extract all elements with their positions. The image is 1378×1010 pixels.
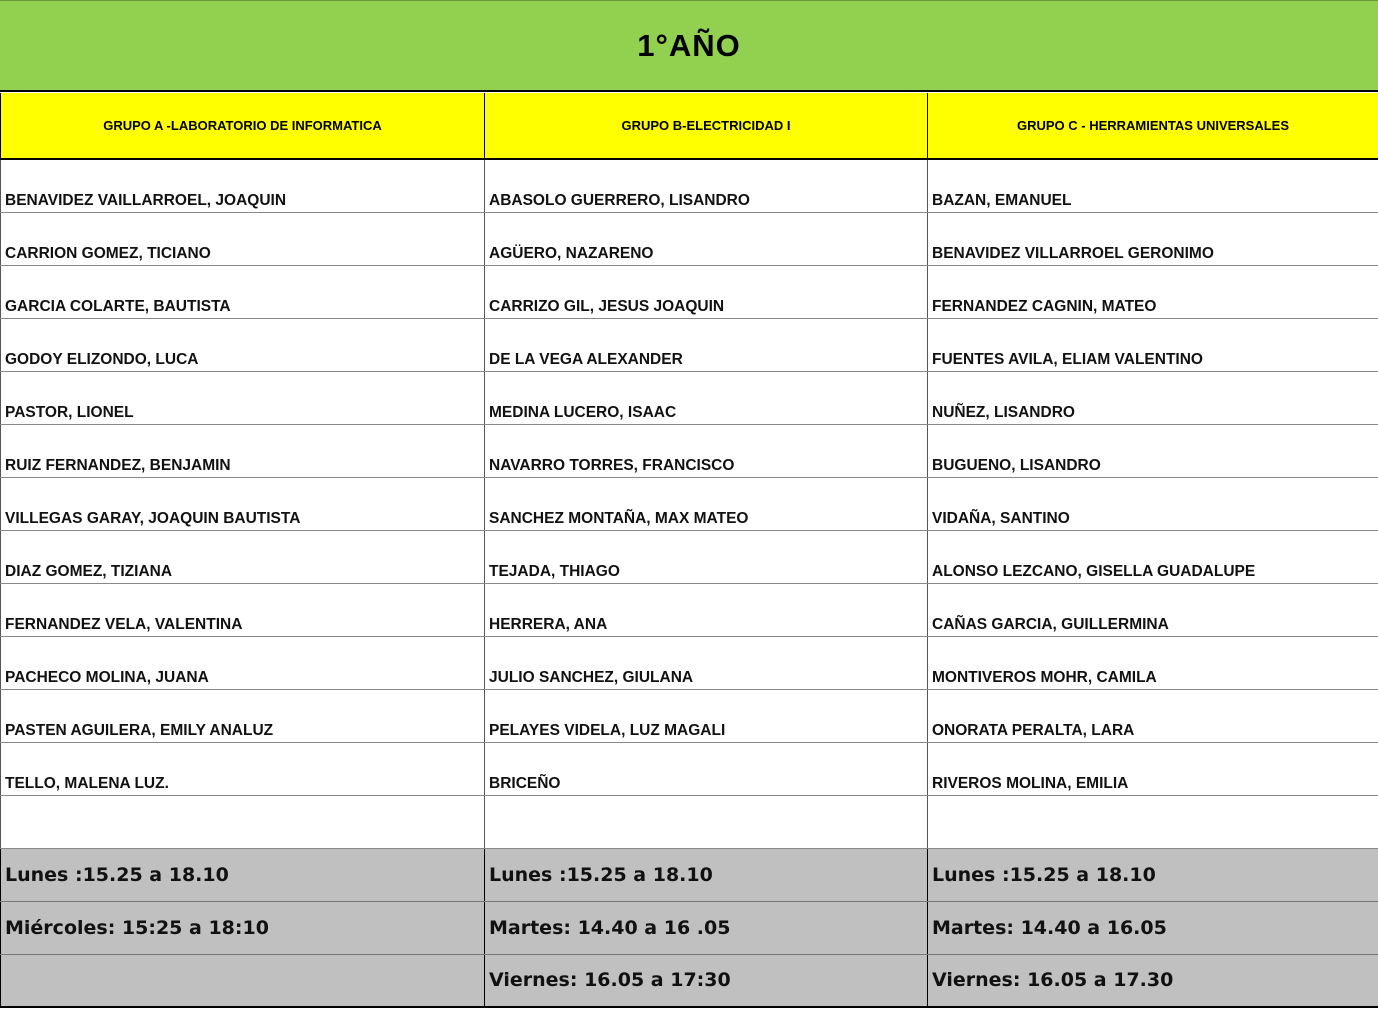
- student-cell[interactable]: GARCIA COLARTE, BAUTISTA: [1, 265, 485, 318]
- student-cell[interactable]: RIVEROS MOLINA, EMILIA: [928, 742, 1378, 795]
- table-row: [1, 371, 1378, 424]
- header-cell-group-b[interactable]: GRUPO B-ELECTRICIDAD I: [485, 93, 928, 159]
- student-cell[interactable]: PASTEN AGUILERA, EMILY ANALUZ: [1, 689, 485, 742]
- student-cell[interactable]: CARRIZO GIL, JESUS JOAQUIN: [485, 265, 928, 318]
- student-cell[interactable]: MEDINA LUCERO, ISAAC: [485, 371, 928, 424]
- student-cell[interactable]: DE LA VEGA ALEXANDER: [485, 318, 928, 371]
- table-row: [1, 212, 1378, 265]
- student-cell[interactable]: BUGUENO, LISANDRO: [928, 424, 1378, 477]
- student-cell[interactable]: TELLO, MALENA LUZ.: [1, 742, 485, 795]
- schedule-cell[interactable]: Lunes :15.25 a 18.10: [485, 848, 928, 901]
- student-cell[interactable]: ABASOLO GUERRERO, LISANDRO: [485, 159, 928, 212]
- student-cell[interactable]: VIDAÑA, SANTINO: [928, 477, 1378, 530]
- schedule-cell[interactable]: [1, 954, 485, 1007]
- student-cell[interactable]: BENAVIDEZ VILLARROEL GERONIMO: [928, 212, 1378, 265]
- student-cell[interactable]: PACHECO MOLINA, JUANA: [1, 636, 485, 689]
- empty-cell[interactable]: [485, 795, 928, 848]
- student-cell[interactable]: DIAZ GOMEZ, TIZIANA: [1, 530, 485, 583]
- table-row: [1, 530, 1378, 583]
- header-cell-group-a[interactable]: GRUPO A -LABORATORIO DE INFORMATICA: [1, 93, 485, 159]
- schedule-cell[interactable]: Viernes: 16.05 a 17.30: [928, 954, 1378, 1007]
- page-title: 1°AÑO: [637, 27, 741, 63]
- student-cell[interactable]: VILLEGAS GARAY, JOAQUIN BAUTISTA: [1, 477, 485, 530]
- table-row: [1, 583, 1378, 636]
- table-row: [1, 689, 1378, 742]
- groups-table: [0, 93, 1378, 1008]
- student-cell[interactable]: ONORATA PERALTA, LARA: [928, 689, 1378, 742]
- title-bar: [0, 0, 1378, 92]
- table-row: [1, 265, 1378, 318]
- table-row: [1, 318, 1378, 371]
- student-cell[interactable]: SANCHEZ MONTAÑA, MAX MATEO: [485, 477, 928, 530]
- schedule-row: [1, 901, 1378, 954]
- schedule-cell[interactable]: Martes: 14.40 a 16 .05: [485, 901, 928, 954]
- schedule-cell[interactable]: Lunes :15.25 a 18.10: [928, 848, 1378, 901]
- student-cell[interactable]: BRICEÑO: [485, 742, 928, 795]
- student-cell[interactable]: PASTOR, LIONEL: [1, 371, 485, 424]
- table-row: [1, 159, 1378, 212]
- header-row: [1, 93, 1378, 159]
- student-cell[interactable]: MONTIVEROS MOHR, CAMILA: [928, 636, 1378, 689]
- student-cell[interactable]: NUÑEZ, LISANDRO: [928, 371, 1378, 424]
- table-row: [1, 477, 1378, 530]
- student-cell[interactable]: AGÜERO, NAZARENO: [485, 212, 928, 265]
- student-cell[interactable]: FERNANDEZ CAGNIN, MATEO: [928, 265, 1378, 318]
- empty-cell[interactable]: [928, 795, 1378, 848]
- student-cell[interactable]: NAVARRO TORRES, FRANCISCO: [485, 424, 928, 477]
- schedule-cell[interactable]: Martes: 14.40 a 16.05: [928, 901, 1378, 954]
- student-cell[interactable]: GODOY ELIZONDO, LUCA: [1, 318, 485, 371]
- schedule-row: [1, 954, 1378, 1007]
- table-row: [1, 742, 1378, 795]
- schedule-cell[interactable]: Miércoles: 15:25 a 18:10: [1, 901, 485, 954]
- student-cell[interactable]: BAZAN, EMANUEL: [928, 159, 1378, 212]
- student-cell[interactable]: CARRION GOMEZ, TICIANO: [1, 212, 485, 265]
- header-cell-group-c[interactable]: GRUPO C - HERRAMIENTAS UNIVERSALES: [928, 93, 1378, 159]
- student-cell[interactable]: HERRERA, ANA: [485, 583, 928, 636]
- student-cell[interactable]: RUIZ FERNANDEZ, BENJAMIN: [1, 424, 485, 477]
- schedule-cell[interactable]: Lunes :15.25 a 18.10: [1, 848, 485, 901]
- table-row: [1, 424, 1378, 477]
- table-row: [1, 636, 1378, 689]
- student-cell[interactable]: PELAYES VIDELA, LUZ MAGALI: [485, 689, 928, 742]
- table-row-empty: [1, 795, 1378, 848]
- student-cell[interactable]: CAÑAS GARCIA, GUILLERMINA: [928, 583, 1378, 636]
- student-cell[interactable]: ALONSO LEZCANO, GISELLA GUADALUPE: [928, 530, 1378, 583]
- student-cell[interactable]: FERNANDEZ VELA, VALENTINA: [1, 583, 485, 636]
- empty-cell[interactable]: [1, 795, 485, 848]
- student-cell[interactable]: FUENTES AVILA, ELIAM VALENTINO: [928, 318, 1378, 371]
- student-cell[interactable]: JULIO SANCHEZ, GIULANA: [485, 636, 928, 689]
- schedule-row: [1, 848, 1378, 901]
- schedule-cell[interactable]: Viernes: 16.05 a 17:30: [485, 954, 928, 1007]
- student-cell[interactable]: BENAVIDEZ VAILLARROEL, JOAQUIN: [1, 159, 485, 212]
- student-cell[interactable]: TEJADA, THIAGO: [485, 530, 928, 583]
